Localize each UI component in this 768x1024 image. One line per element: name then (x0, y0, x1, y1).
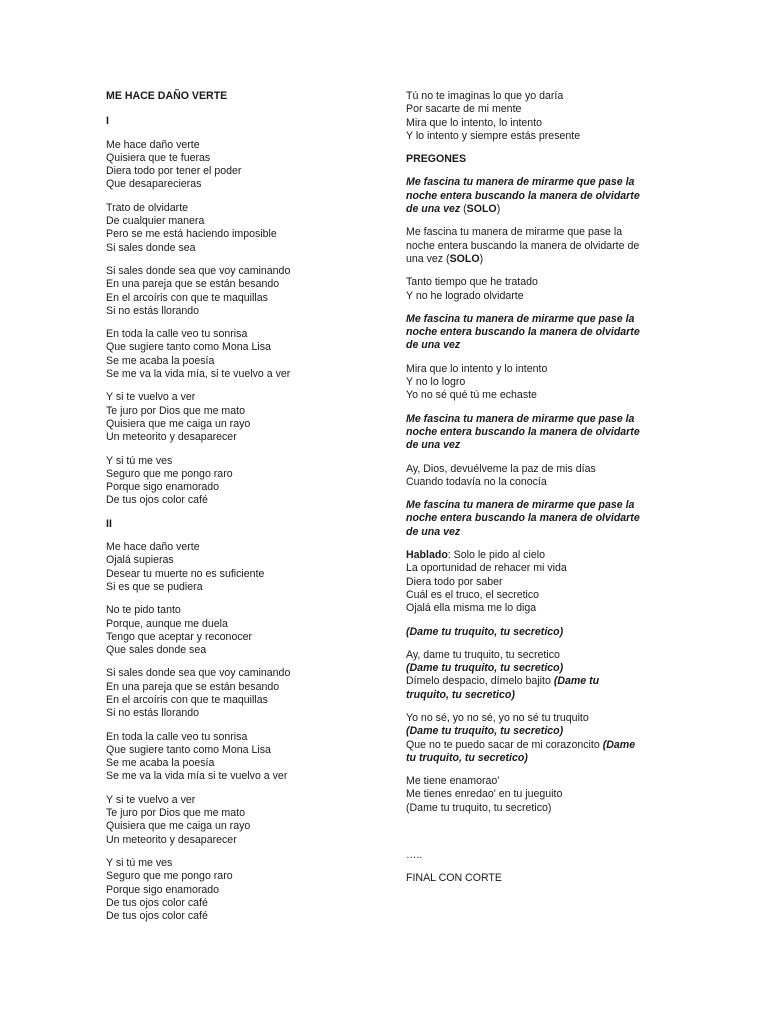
lyric-segment: ) (496, 203, 501, 216)
stanza (106, 265, 366, 318)
lyric-segment: (Dame tu (553, 675, 600, 688)
lyric-segment: (Dame tu truquito, tu secretico) (406, 625, 564, 638)
lyric-segment: truquito, tu secretico) (406, 688, 515, 701)
lyric-segment: SOLO (466, 203, 497, 216)
stanza (406, 226, 666, 266)
lyric-line: Y si te vuelvo a ver (106, 793, 196, 806)
lyric-line: Tengo que aceptar y reconocer (106, 630, 253, 643)
lyric-segment: noche entera buscando la manera de olvidarte (406, 189, 640, 202)
lyric-line (406, 712, 666, 725)
lyric-line: Porque sigo enamorado (106, 481, 220, 494)
lyric-segment: Hablado (406, 549, 448, 562)
lyric-line: En toda la calle veo tu sonrisa (106, 328, 248, 341)
lyric-line: Quisiera que te fueras (106, 151, 211, 164)
lyric-line: Que sugiere tanto como Mona Lisa (106, 743, 271, 756)
lyric-line: Y no lo logro (406, 376, 466, 389)
lyric-line: Me hace daño verte (106, 138, 200, 151)
lyric-line (406, 675, 666, 688)
lyric-line: Si no estás llorando (106, 304, 200, 317)
lyric-line: Te juro por Dios que me mato (106, 807, 245, 820)
stanza (406, 872, 666, 885)
lyric-segment: Me fascina tu manera de mirarme que pase la (406, 226, 623, 239)
song-title: ME HACE DAÑO VERTE (106, 90, 228, 102)
lyric-line: Se me acaba la poesía (106, 354, 215, 367)
stanza (106, 794, 366, 847)
lyric-line: Y lo intento y siempre estás presente (406, 129, 581, 142)
lyric-segment: de una vez (406, 203, 461, 216)
lyric-segment: (Dame tu truquito, tu secretico) (406, 662, 564, 675)
lyric-line (406, 689, 666, 702)
stanza (406, 549, 666, 615)
lyric-line: En toda la calle veo tu sonrisa (106, 730, 248, 743)
lyric-line (406, 313, 666, 326)
lyric-line (406, 576, 666, 589)
lyric-line: Por sacarte de mi mente (406, 103, 522, 116)
lyric-line: Se me va la vida mía, si te vuelvo a ver (106, 368, 291, 381)
lyric-line: En una pareja que se están besando (106, 278, 280, 291)
lyric-line: Me tiene enamorao' (406, 775, 500, 788)
lyric-line: Si sales donde sea (106, 241, 196, 254)
lyric-line (406, 549, 666, 562)
stanza (106, 667, 366, 720)
lyric-line: Que desaparecieras (106, 178, 202, 191)
lyric-line: En el arcoíris con que te maquillas (106, 291, 268, 304)
spacer (406, 825, 666, 839)
lyric-segment: : Solo le pido al cielo (447, 549, 545, 562)
lyric-line: Ay, Dios, devuélveme la paz de mis días (406, 462, 596, 475)
lyric-segment: Me fascina tu manera de mirarme que pase la (406, 499, 635, 512)
stanza (106, 202, 366, 255)
lyric-line: Quisiera que me caiga un rayo (106, 417, 251, 430)
lyric-line: Y no he logrado olvidarte (406, 289, 524, 302)
lyric-segment: SOLO (449, 252, 480, 265)
stanza (406, 463, 666, 490)
lyric-line (406, 499, 666, 512)
lyric-line (406, 752, 666, 765)
lyric-line: Que sugiere tanto como Mona Lisa (106, 341, 271, 354)
lyric-line: Yo no sé qué tú me echaste (406, 389, 537, 402)
lyric-segment: Me fascina tu manera de mirarme que pase la (406, 412, 635, 425)
lyric-line: FINAL CON CORTE (406, 872, 502, 885)
lyric-line: Me hace daño verte (106, 541, 200, 554)
stanza (406, 176, 666, 216)
lyric-line (406, 626, 666, 639)
lyric-line: De tus ojos color café (106, 896, 208, 909)
stanza (106, 391, 366, 444)
section-heading: I (106, 115, 109, 128)
lyric-line: Porque sigo enamorado (106, 883, 220, 896)
lyric-segment: Ay, dame tu truquito, tu secretico (406, 648, 560, 661)
lyric-line: ….. (406, 849, 423, 862)
lyric-line (406, 439, 666, 452)
lyric-segment: noche entera buscando la manera de olvidarte (406, 425, 640, 438)
stanza (406, 363, 666, 403)
lyric-line (406, 602, 666, 615)
lyric-line: Se me acaba la poesía (106, 757, 215, 770)
lyric-line: Si es que se pudiera (106, 580, 203, 593)
lyric-line (406, 226, 666, 239)
lyric-segment: Ojalá ella misma me lo diga (406, 602, 537, 615)
lyric-line: Seguro que me pongo raro (106, 467, 233, 480)
stanza (406, 712, 666, 765)
lyric-line (406, 190, 666, 203)
lyric-line: Pero se me está haciendo imposible (106, 228, 277, 241)
lyric-segment: de una vez (406, 339, 461, 352)
lyric-line: En una pareja que se están besando (106, 680, 280, 693)
stanza (406, 413, 666, 453)
lyric-segment: Yo no sé, yo no sé, yo no sé tu truquito (406, 711, 589, 724)
lyric-line (406, 526, 666, 539)
lyric-line: Mira que lo intento y lo intento (406, 362, 548, 375)
lyric-segment: ( (460, 203, 467, 216)
lyric-line: No te pido tanto (106, 604, 181, 617)
lyric-line: Quisiera que me caiga un rayo (106, 820, 251, 833)
lyric-line: Porque, aunque me duela (106, 617, 228, 630)
lyric-line (406, 240, 666, 253)
lyric-line (406, 326, 666, 339)
lyric-line: Diera todo por tener el poder (106, 165, 242, 178)
lyric-segment: noche entera buscando la manera de olvidarte (406, 512, 640, 525)
lyric-segment: La oportunidad de rehacer mi vida (406, 562, 567, 575)
stanza (106, 731, 366, 784)
lyric-line: Que sales donde sea (106, 644, 207, 657)
lyric-line: Si no estás llorando (106, 707, 200, 720)
lyric-line (406, 512, 666, 525)
lyric-line: Desear tu muerte no es suficiente (106, 567, 265, 580)
lyric-segment: tu truquito, tu secretico) (406, 751, 528, 764)
lyric-segment: Dímelo despacio, dímelo bajito (406, 675, 554, 688)
lyric-line: Mira que lo intento, lo intento (406, 116, 543, 129)
lyric-line: Te juro por Dios que me mato (106, 404, 245, 417)
lyric-line (406, 203, 666, 216)
lyric-line: Si sales donde sea que voy caminando (106, 264, 291, 277)
stanza (406, 849, 666, 862)
lyric-segment: noche entera buscando la manera de olvidarte (406, 326, 640, 339)
lyric-line: Un meteorito y desaparecer (106, 833, 237, 846)
lyric-line: Si sales donde sea que voy caminando (106, 667, 291, 680)
lyric-segment: Me fascina tu manera de mirarme que pase la (406, 176, 635, 189)
section-heading: PREGONES (406, 153, 467, 166)
lyric-line: Y si tú me ves (106, 454, 173, 467)
lyric-line: Tanto tiempo que he tratado (406, 276, 538, 289)
lyric-line: Trato de olvidarte (106, 201, 189, 214)
stanza (406, 276, 666, 303)
lyric-line (406, 562, 666, 575)
lyric-line: Un meteorito y desaparecer (106, 431, 237, 444)
stanza (106, 139, 366, 192)
lyric-segment: una vez ( (406, 252, 450, 265)
lyric-line (406, 176, 666, 189)
lyric-line: Cuando todavía no la conocía (406, 475, 547, 488)
stanza (106, 455, 366, 508)
lyric-line: (Dame tu truquito, tu secretico) (406, 801, 552, 814)
lyric-segment: ) (479, 252, 484, 265)
lyric-line: De tus ojos color café (106, 910, 208, 923)
stanza (406, 626, 666, 639)
stanza (406, 90, 666, 143)
lyric-segment: Que no te puedo sacar de mi corazoncito (406, 738, 603, 751)
right-column (406, 90, 666, 896)
stanza (406, 775, 666, 815)
left-column (106, 90, 366, 933)
lyric-line: En el arcoíris con que te maquillas (106, 693, 268, 706)
lyric-segment: de una vez (406, 525, 461, 538)
lyric-line (406, 339, 666, 352)
stanza (406, 649, 666, 702)
stanza (406, 499, 666, 539)
lyric-line: De cualquier manera (106, 215, 205, 228)
lyric-segment: de una vez (406, 439, 461, 452)
lyric-line: Seguro que me pongo raro (106, 870, 233, 883)
lyric-segment: noche entera buscando la manera de olvidarte de (406, 239, 640, 252)
lyric-line: Y si te vuelvo a ver (106, 391, 196, 404)
lyric-line (406, 725, 666, 738)
lyric-line (406, 413, 666, 426)
lyric-line: Y si tú me ves (106, 856, 173, 869)
lyric-line: De tus ojos color café (106, 494, 208, 507)
lyric-line: Se me va la vida mía si te vuelvo a ver (106, 770, 288, 783)
section-heading: II (106, 517, 112, 530)
stanza (106, 604, 366, 657)
stanza (106, 541, 366, 594)
lyric-segment: (Dame (602, 738, 636, 751)
lyric-segment: Me fascina tu manera de mirarme que pase la (406, 312, 635, 325)
lyric-line (406, 589, 666, 602)
lyric-line: Ojalá supieras (106, 554, 174, 567)
stanza (406, 313, 666, 353)
lyric-segment: (Dame tu truquito, tu secretico) (406, 725, 564, 738)
lyric-segment: Diera todo por saber (406, 575, 503, 588)
lyric-line (406, 253, 666, 266)
lyric-line: Tú no te imaginas lo que yo daría (406, 90, 564, 102)
lyric-line (406, 739, 666, 752)
lyric-line (406, 649, 666, 662)
lyric-line: Me tienes enredao' en tu jueguito (406, 788, 563, 801)
lyric-line (406, 662, 666, 675)
stanza (106, 328, 366, 381)
stanza (106, 857, 366, 923)
lyric-line (406, 426, 666, 439)
lyric-segment: Cuál es el truco, el secretico (406, 588, 540, 601)
